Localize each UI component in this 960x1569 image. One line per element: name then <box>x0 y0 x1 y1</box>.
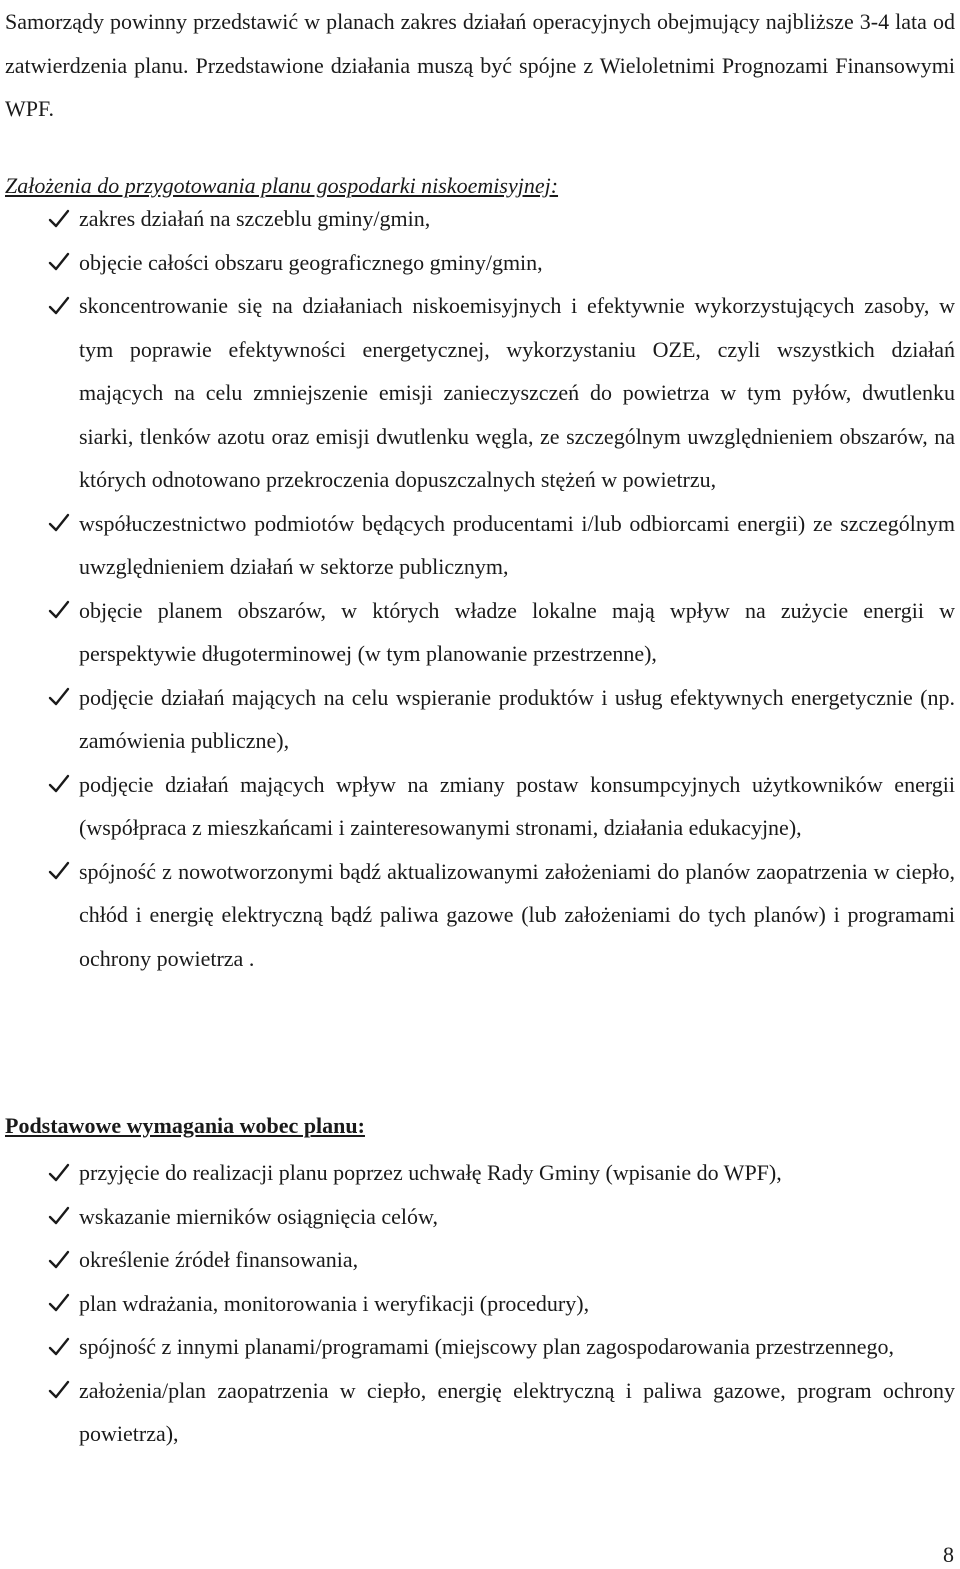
check-icon <box>45 1325 73 1369</box>
list-item-text: plan wdrażania, monitorowania i weryfikacji (procedury), <box>79 1290 590 1316</box>
list-item-text: objęcie planem obszarów, w których władze lokalne mają wpływ na zużycie energii w perspektywie długoterminowej (w tym planowanie przestrzenne), <box>79 597 955 666</box>
check-icon <box>45 284 73 328</box>
list-item-text: przyjęcie do realizacji planu poprzez uchwałę Rady Gminy (wpisanie do WPF), <box>79 1160 782 1185</box>
list-item-text: spójność z innymi planami/programami (miejscowy plan zagospodarowania przestrzennego, <box>79 1334 894 1359</box>
list-item-text: współuczestnictwo podmiotów będących producentami i/lub odbiorcami energii) ze szczególnym uwzględnieniem działań w sektorze publicznym, <box>79 510 955 579</box>
list-item-text: wskazanie mierników osiągnięcia celów, <box>79 1203 438 1229</box>
list-item-text: objęcie całości obszaru geograficznego gminy/gmin, <box>79 249 543 275</box>
list-item-text: podjęcie działań mających na celu wspieranie produktów i usług efektywnych energetycznie (np. zamówienia publiczne), <box>79 684 955 753</box>
section-heading-assumptions: Założenia do przygotowania planu gospodarki niskoemisyjnej: <box>5 173 559 198</box>
list-item <box>0 1195 960 1239</box>
check-icon <box>45 502 73 546</box>
list-item <box>0 850 960 981</box>
requirements-list <box>0 1151 960 1456</box>
list-item <box>0 1369 960 1456</box>
list-item <box>0 502 960 589</box>
list-item <box>0 1238 960 1282</box>
check-icon <box>45 1369 73 1413</box>
list-item <box>0 763 960 850</box>
list-item-text: określenie źródeł finansowania, <box>79 1247 359 1272</box>
check-icon <box>45 676 73 720</box>
check-icon <box>45 241 73 285</box>
list-item-text: podjęcie działań mających wpływ na zmiany postaw konsumpcyjnych użytkowników energii (współpraca z mieszkańcami i zainteresowanymi stronami, działania edukacyjne), <box>79 771 955 840</box>
list-item <box>0 1151 960 1195</box>
list-item-text: zakres działań na szczeblu gminy/gmin, <box>79 206 431 231</box>
list-item <box>0 241 960 285</box>
check-icon <box>45 1151 73 1195</box>
list-item <box>0 676 960 763</box>
section-heading-requirements: Podstawowe wymagania wobec planu: <box>5 1113 365 1138</box>
list-item <box>0 1282 960 1326</box>
list-item-text: założenia/plan zaopatrzenia w ciepło, energię elektryczną i paliwa gazowe, program ochrony powietrza), <box>79 1377 955 1446</box>
list-item <box>0 197 960 241</box>
assumptions-list <box>0 197 960 980</box>
check-icon <box>45 763 73 807</box>
list-item <box>0 589 960 676</box>
list-item <box>0 284 960 502</box>
page-number: 8 <box>943 1542 954 1567</box>
check-icon <box>45 589 73 633</box>
check-icon <box>45 1282 73 1326</box>
check-icon <box>45 197 73 241</box>
check-icon <box>45 1195 73 1239</box>
list-item-text: spójność z nowotworzonymi bądź aktualizowanymi założeniami do planów zaopatrzenia w ciepło, chłód i energię elektryczną bądź paliwa gazowe (lub założeniami do tych planów) i programami ochrony powietrza . <box>79 858 955 971</box>
list-item <box>0 1325 960 1369</box>
check-icon <box>45 1238 73 1282</box>
list-item-text: skoncentrowanie się na działaniach niskoemisyjnych i efektywnie wykorzystujących zasoby, w tym poprawie efektywności energetycznej, wykorzystaniu OZE, czyli wszystkich działań mających na celu zmniejszenie emisji zanieczyszczeń do powietrza w tym pyłów, dwutlenku siarki, tlenków azotu oraz emisji dwutlenku węgla, ze szczególnym uwzględnieniem obszarów, na których odnotowano przekroczenia dopuszczalnych stężeń w powietrzu, <box>79 293 955 492</box>
intro-paragraph: Samorządy powinny przedstawić w planach zakres działań operacyjnych obejmujący najbliższe 3-4 lata od zatwierdzenia planu. Przedstawione działania muszą być spójne z Wieloletnimi Prognozami Finansowymi WPF. <box>5 9 955 121</box>
check-icon <box>45 850 73 894</box>
